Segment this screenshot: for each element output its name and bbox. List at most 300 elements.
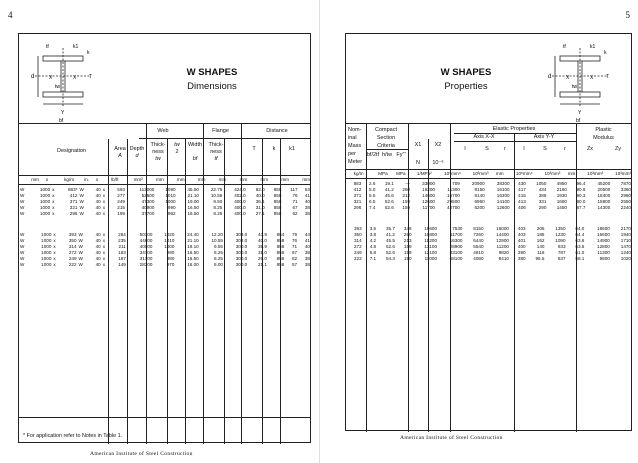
table-cell: 321 <box>353 198 362 204</box>
table-cell: 249 <box>117 198 125 204</box>
table-cell: 64.0 <box>575 226 585 231</box>
table-cell: 12900 <box>496 237 509 243</box>
table-cell: 403 <box>517 226 526 231</box>
table-cell: 5.8 <box>369 249 377 255</box>
table-cell: 1000 <box>39 198 51 204</box>
table-cell: 1710 <box>620 237 631 243</box>
table-cell: x <box>102 243 106 249</box>
k-header: k <box>272 146 276 152</box>
table-cell: 205 <box>536 226 545 231</box>
table-cell: — <box>405 181 411 186</box>
page-number: 5 <box>625 10 630 20</box>
ry-header: r <box>564 146 566 152</box>
table-cell: 1930 <box>556 192 567 198</box>
subtitle: Properties <box>444 81 488 92</box>
table-cell: W <box>20 204 25 210</box>
tw-label: tw <box>572 84 577 90</box>
table-cell: W <box>20 232 25 237</box>
flange-thickness-header: Thick- ness tf <box>208 142 224 162</box>
unit-cell: mm <box>495 171 504 176</box>
area-header: Area A <box>114 146 126 159</box>
table-cell: 45.5 <box>385 237 395 243</box>
table-cell: 68100 <box>449 255 463 261</box>
y-axis-label: Y <box>61 110 65 116</box>
table-cell: 19.10 <box>187 243 199 249</box>
table-cell: W <box>20 261 25 267</box>
table-cell: 990 <box>167 204 176 210</box>
table-cell: 7.4 <box>368 204 376 210</box>
table-cell: 15200 <box>424 237 438 243</box>
table-cell: 2160 <box>556 186 567 192</box>
table-row <box>346 205 632 211</box>
table-cell: 16800 <box>424 231 438 237</box>
table-cell: 7.1 <box>369 255 377 261</box>
table-cell: 16000 <box>496 226 509 231</box>
table-cell: 8140 <box>474 192 485 198</box>
table-cell: 371 <box>353 192 362 198</box>
table-cell: 858 <box>273 187 282 192</box>
table-cell: 7260 <box>473 231 484 237</box>
table-cell: 406 <box>518 204 526 210</box>
table-cell: 13100 <box>424 243 438 249</box>
table-cell: 82.0 <box>255 187 265 192</box>
table-cell: 235 <box>118 237 126 243</box>
table-cell: x <box>53 249 56 255</box>
table-cell: 1000 <box>41 232 52 237</box>
table-cell: 6.5 <box>368 198 376 204</box>
table-cell: 4.2 <box>369 237 377 243</box>
table-cell: 314 <box>353 237 362 243</box>
table-cell: 4080 <box>473 255 484 261</box>
table-cell: 300.0 <box>235 261 248 267</box>
plastic-modulus-header: Plastic Modulus <box>593 127 614 141</box>
table-cell: 41 <box>304 192 310 198</box>
unit-cell: x <box>45 177 49 182</box>
table-cell: 159 <box>402 204 411 210</box>
table-cell: 321 <box>69 204 78 210</box>
table-cell: 31.0 <box>257 249 267 255</box>
table-cell: 41 <box>304 237 310 243</box>
table-cell: 16.50 <box>187 255 199 261</box>
table-cell: x <box>53 261 56 267</box>
table-cell: 40 <box>95 210 101 216</box>
table-group-b <box>19 232 311 267</box>
table-cell: 1000 <box>39 210 51 216</box>
half-tw-header: tw 2 <box>174 142 180 155</box>
table-cell: 40.0 <box>255 192 265 198</box>
table-cell: 63.5 <box>575 243 585 249</box>
table-cell: 314 <box>68 243 77 249</box>
y-axis-label: Y <box>578 110 582 116</box>
nominal-mass-header: Nom- inal Mass per Meter <box>348 127 363 165</box>
flange-width-header: Width bf <box>187 142 203 162</box>
table-cell: 40.0 <box>257 237 267 243</box>
table-cell: 5.5 <box>368 192 376 198</box>
table-group-a <box>19 187 311 217</box>
table-cell: 43.9 <box>257 232 267 237</box>
table-cell: 149 <box>118 261 126 267</box>
table-cell: 1470 <box>620 243 631 249</box>
table-cell: 35.7 <box>385 226 395 231</box>
column-headers <box>19 124 310 184</box>
table-cell: 393 <box>353 226 362 231</box>
table-cell: 883* <box>67 187 78 192</box>
table-cell: 57 <box>291 261 298 267</box>
table-cell: 40 <box>95 243 101 249</box>
table-cell: 40 <box>95 249 101 255</box>
table-cell: 856 <box>276 249 285 255</box>
designation-header: Designation <box>56 148 87 154</box>
table-cell: 1000 <box>41 237 52 243</box>
table-cell: 412 <box>69 192 78 198</box>
unit-cell: mm <box>31 177 39 182</box>
table-cell: 41.2 <box>384 186 394 192</box>
table-cell: 183 <box>118 249 126 255</box>
table-cell: 1000 <box>41 255 52 261</box>
unit-cell: 10³mm³ <box>587 171 604 176</box>
table-cell: 79 <box>291 232 298 237</box>
table-cell: 40 <box>95 255 101 261</box>
table-cell: 400 <box>517 243 526 249</box>
unit-cell: mm <box>302 177 310 182</box>
table-cell: 41.2 <box>385 231 395 237</box>
table-cell: 52.6 <box>385 249 395 255</box>
unit-cell: 10⁶mm⁴ <box>444 171 461 176</box>
Iy-header: I <box>523 146 525 152</box>
table-cell: W <box>20 210 25 216</box>
table-cell: 40 <box>95 204 101 210</box>
table-cell: 150 <box>403 255 412 261</box>
T-header: T <box>252 146 256 152</box>
subtitle: Dimensions <box>187 81 237 92</box>
table-cell: x <box>102 261 106 267</box>
table-cell: 118 <box>537 249 545 255</box>
table-cell: 16.50 <box>187 249 199 255</box>
table-cell: 1940 <box>620 231 631 237</box>
table-cell: W <box>20 198 25 204</box>
table-cell: 5540 <box>473 243 484 249</box>
table-cell: 303.0 <box>235 232 248 237</box>
title <box>386 66 546 94</box>
table-cell: 390 <box>517 249 526 255</box>
table-cell: 1450 <box>556 204 567 210</box>
table-cell: 38 <box>304 204 310 210</box>
table-cell: 8410 <box>498 255 509 261</box>
table-cell: 15800 <box>597 198 611 204</box>
table-cell: 3.8 <box>369 231 377 237</box>
table-cell: 858 <box>273 198 282 204</box>
table-cell: 211 <box>118 243 126 249</box>
dimensions-table-frame <box>18 33 311 443</box>
table-cell: 856 <box>276 243 285 249</box>
table-cell: 1660 <box>556 198 567 204</box>
table-cell: 16.50 <box>187 210 199 216</box>
unit-cell: mm <box>156 177 164 182</box>
table-cell: 34700 <box>139 249 153 255</box>
footnote: * For application refer to Notes in Table 1. <box>23 433 123 439</box>
table-cell: 9.50 <box>213 198 223 204</box>
unit-cell: mm <box>218 177 227 182</box>
table-cell: x <box>102 237 106 243</box>
table-cell: 76 <box>291 237 298 243</box>
table-cell: 52500 <box>141 192 155 198</box>
table-cell: 38300 <box>496 181 510 186</box>
table-cell: 42700 <box>447 204 460 210</box>
table-cell: x <box>52 187 55 192</box>
table-cell: 14300 <box>597 204 611 210</box>
table-cell: 38 <box>304 255 310 261</box>
table-cell: 19600 <box>424 226 438 231</box>
units-row <box>19 177 311 183</box>
table-cell: 61.0 <box>575 249 585 255</box>
table-cell: 14400 <box>496 231 509 237</box>
table-cell: 264 <box>118 232 126 237</box>
table-cell: W <box>79 187 84 192</box>
table-cell: 6960 <box>474 198 485 204</box>
table-cell: 222 <box>353 255 362 261</box>
table-cell: W <box>78 237 83 243</box>
table-cell: 35.9 <box>257 243 267 249</box>
table-cell: 12600 <box>422 198 435 204</box>
table-cell: 10.55 <box>211 237 223 243</box>
right-page <box>319 0 638 463</box>
header-box <box>346 34 631 124</box>
table-cell: 7870 <box>620 181 631 186</box>
table-cell: 4950 <box>556 181 567 186</box>
footer: American Institute of Steel Construction <box>400 435 503 441</box>
table-cell: 430 <box>518 181 526 186</box>
table-cell: x <box>53 237 56 243</box>
table-cell: 7530 <box>452 226 463 231</box>
table-cell: 260 <box>403 231 412 237</box>
table-cell: x <box>102 198 106 204</box>
table-cell: 6200 <box>474 204 485 210</box>
table-cell: 62 <box>291 255 298 261</box>
k1-header: k1 <box>289 146 295 152</box>
table-cell: 19.1 <box>384 181 394 186</box>
table-cell: 58.1 <box>575 255 585 261</box>
unit-cell: MPa <box>378 171 388 176</box>
table-cell: 40 <box>95 192 101 198</box>
table-cell: 296 <box>69 210 78 216</box>
table-cell: 21.1 <box>257 261 267 267</box>
table-cell: W <box>79 210 84 216</box>
axis-yy-header: Axis Y-Y <box>533 134 555 140</box>
table-cell: 20500 <box>597 186 611 192</box>
k-label: k <box>87 50 90 56</box>
unit-cell: 10³mm³ <box>544 171 561 176</box>
table-cell: 787 <box>557 249 566 255</box>
table-cell: 29500 <box>447 198 460 204</box>
table-cell: W <box>20 187 25 192</box>
table-cell: 45.6 <box>384 192 394 198</box>
table-cell: 213 <box>403 237 412 243</box>
unit-cell: mm <box>197 177 206 182</box>
table-cell: 9820 <box>498 249 509 255</box>
table-cell: x <box>102 232 106 237</box>
table-cell: 1000 <box>39 204 51 210</box>
table-cell: 2170 <box>620 226 631 231</box>
table-cell: 1050 <box>536 181 547 186</box>
unit-N2-header: 10⁻⁶ <box>432 160 444 166</box>
d-label: d <box>31 74 35 80</box>
table-row <box>19 211 311 217</box>
bf-label: bf <box>576 118 581 124</box>
table-cell: 159 <box>403 243 412 249</box>
table-cell: 12600 <box>496 204 510 210</box>
table-cell: 4810 <box>473 249 484 255</box>
table-cell: 24.40 <box>187 232 199 237</box>
table-cell: 45.50 <box>187 187 199 192</box>
table-cell: 1020 <box>164 232 175 237</box>
table-cell: 300.0 <box>235 255 248 261</box>
table-cell: 8.25 <box>213 204 223 210</box>
table-cell: 386 <box>538 192 547 198</box>
table-cell: 380 <box>517 255 526 261</box>
table-cell: 95.5 <box>535 255 545 261</box>
table-cell: 1090 <box>165 187 176 192</box>
table-cell: x <box>102 204 106 210</box>
table-cell: 2980 <box>620 192 631 198</box>
table-cell: 9800 <box>599 255 610 261</box>
table-cell: 249 <box>353 249 362 255</box>
table-cell: 4.8 <box>369 243 377 249</box>
table-cell: 980 <box>166 255 175 261</box>
table-cell: 52.6 <box>384 198 394 204</box>
table-cell: 1000 <box>165 198 176 204</box>
table-cell: W <box>20 192 25 198</box>
table-cell: 5.0 <box>368 186 376 192</box>
title-text: W SHAPES <box>186 67 238 78</box>
table-cell: W <box>20 237 25 243</box>
rx-header: r <box>504 146 506 152</box>
table-cell: x <box>102 210 106 216</box>
htw-header: h/tw <box>381 152 393 158</box>
title <box>114 66 310 94</box>
table-cell: 300.0 <box>235 243 248 249</box>
table-cell: W <box>78 255 83 261</box>
table-cell: 76 <box>292 192 298 198</box>
table-cell: 401 <box>517 237 526 243</box>
w-shape-diagram <box>536 34 631 124</box>
table-cell: 37700 <box>141 210 155 216</box>
table-cell: 12800 <box>597 243 610 249</box>
table-cell: 1010 <box>165 192 176 198</box>
table-cell: 272 <box>353 243 362 249</box>
table-cell: 8150 <box>474 186 485 192</box>
table-cell: 296 <box>353 204 362 210</box>
table-cell: 21.10 <box>187 192 199 198</box>
table-cell: 21.10 <box>187 237 199 243</box>
table-cell: 11300 <box>447 186 460 192</box>
page-number: 4 <box>8 10 13 20</box>
table-cell: x <box>102 192 106 198</box>
table-cell: 1010 <box>164 237 175 243</box>
footer: American Institute of Steel Construction <box>90 451 193 457</box>
table-cell: 350 <box>68 237 77 243</box>
table-cell: 11300 <box>597 249 610 255</box>
table-cell: 20900 <box>471 181 485 186</box>
table-cell: x <box>52 210 55 216</box>
table-cell: 212 <box>402 192 411 198</box>
table-cell: 40000 <box>139 243 153 249</box>
table-cell: 113000 <box>139 187 155 192</box>
table-cell: 260 <box>402 186 411 192</box>
table-cell: 16.00 <box>187 261 199 267</box>
table-cell: 415 <box>518 192 526 198</box>
table-row <box>346 256 632 262</box>
T-label: T <box>606 74 610 80</box>
table-cell: 185 <box>536 231 545 237</box>
table-cell: 222 <box>68 261 77 267</box>
table-cell: 883 <box>353 181 362 186</box>
table-cell: 858 <box>273 210 282 216</box>
table-cell: 40 <box>95 187 101 192</box>
table-cell: 16200 <box>422 186 435 192</box>
table-cell: 18400 <box>597 192 611 198</box>
table-cell: 858 <box>273 204 282 210</box>
table-cell: 44600 <box>139 237 153 243</box>
unit-N-header: N <box>416 160 420 166</box>
table-cell: 400.0 <box>234 210 246 216</box>
unit-cell: x <box>95 177 99 182</box>
table-cell: 331 <box>538 198 547 204</box>
compact-section-header: Compact Section Criteria <box>374 127 397 149</box>
table-cell: 67 <box>292 204 298 210</box>
k-label: k <box>604 50 607 56</box>
table-cell: 593 <box>117 187 125 192</box>
units-row <box>346 171 632 177</box>
table-cell: 43100 <box>449 249 463 255</box>
table-cell: W <box>20 255 25 261</box>
table-cell: 28900 <box>449 243 463 249</box>
table-cell: W <box>79 198 84 204</box>
table-cell: 346 <box>403 226 412 231</box>
depth-header: Depth d <box>129 146 145 159</box>
table-cell: 3.5 <box>369 226 377 231</box>
fy-header: Fy''' <box>396 152 406 158</box>
table-cell: 16700 <box>447 192 460 198</box>
table-cell: 67 <box>291 249 298 255</box>
table-cell: 856 <box>276 255 285 261</box>
table-cell: 11200 <box>496 243 509 249</box>
table-cell: 402.0 <box>234 192 246 198</box>
table-row <box>19 262 311 268</box>
table-cell: 40 <box>95 232 101 237</box>
unit-cell: lb/ft <box>111 177 119 182</box>
table-cell: 1000 <box>41 243 52 249</box>
table-cell: x <box>102 187 106 192</box>
table-cell: 637 <box>557 255 566 261</box>
table-cell: 1000 <box>164 243 175 249</box>
table-cell: 87.7 <box>576 204 586 210</box>
table-cell: 38 <box>304 261 310 267</box>
table-cell: 38 <box>304 210 310 216</box>
table-cell: 1230 <box>555 231 566 237</box>
k1-label: k1 <box>73 44 79 50</box>
table-cell: 44 <box>304 232 310 237</box>
unit-cell: mm <box>239 177 248 182</box>
table-cell: x <box>53 243 56 249</box>
unit-cell: 1/MPa² <box>416 171 432 176</box>
unit-cell: kg/m <box>64 177 75 182</box>
table-cell: 47300 <box>141 198 155 204</box>
X2-header: X2 <box>434 142 442 148</box>
table-cell: 40900 <box>141 204 155 210</box>
table-cell: 272 <box>68 249 77 255</box>
table-cell: 412 <box>353 186 362 192</box>
table-cell: 864 <box>276 232 285 237</box>
